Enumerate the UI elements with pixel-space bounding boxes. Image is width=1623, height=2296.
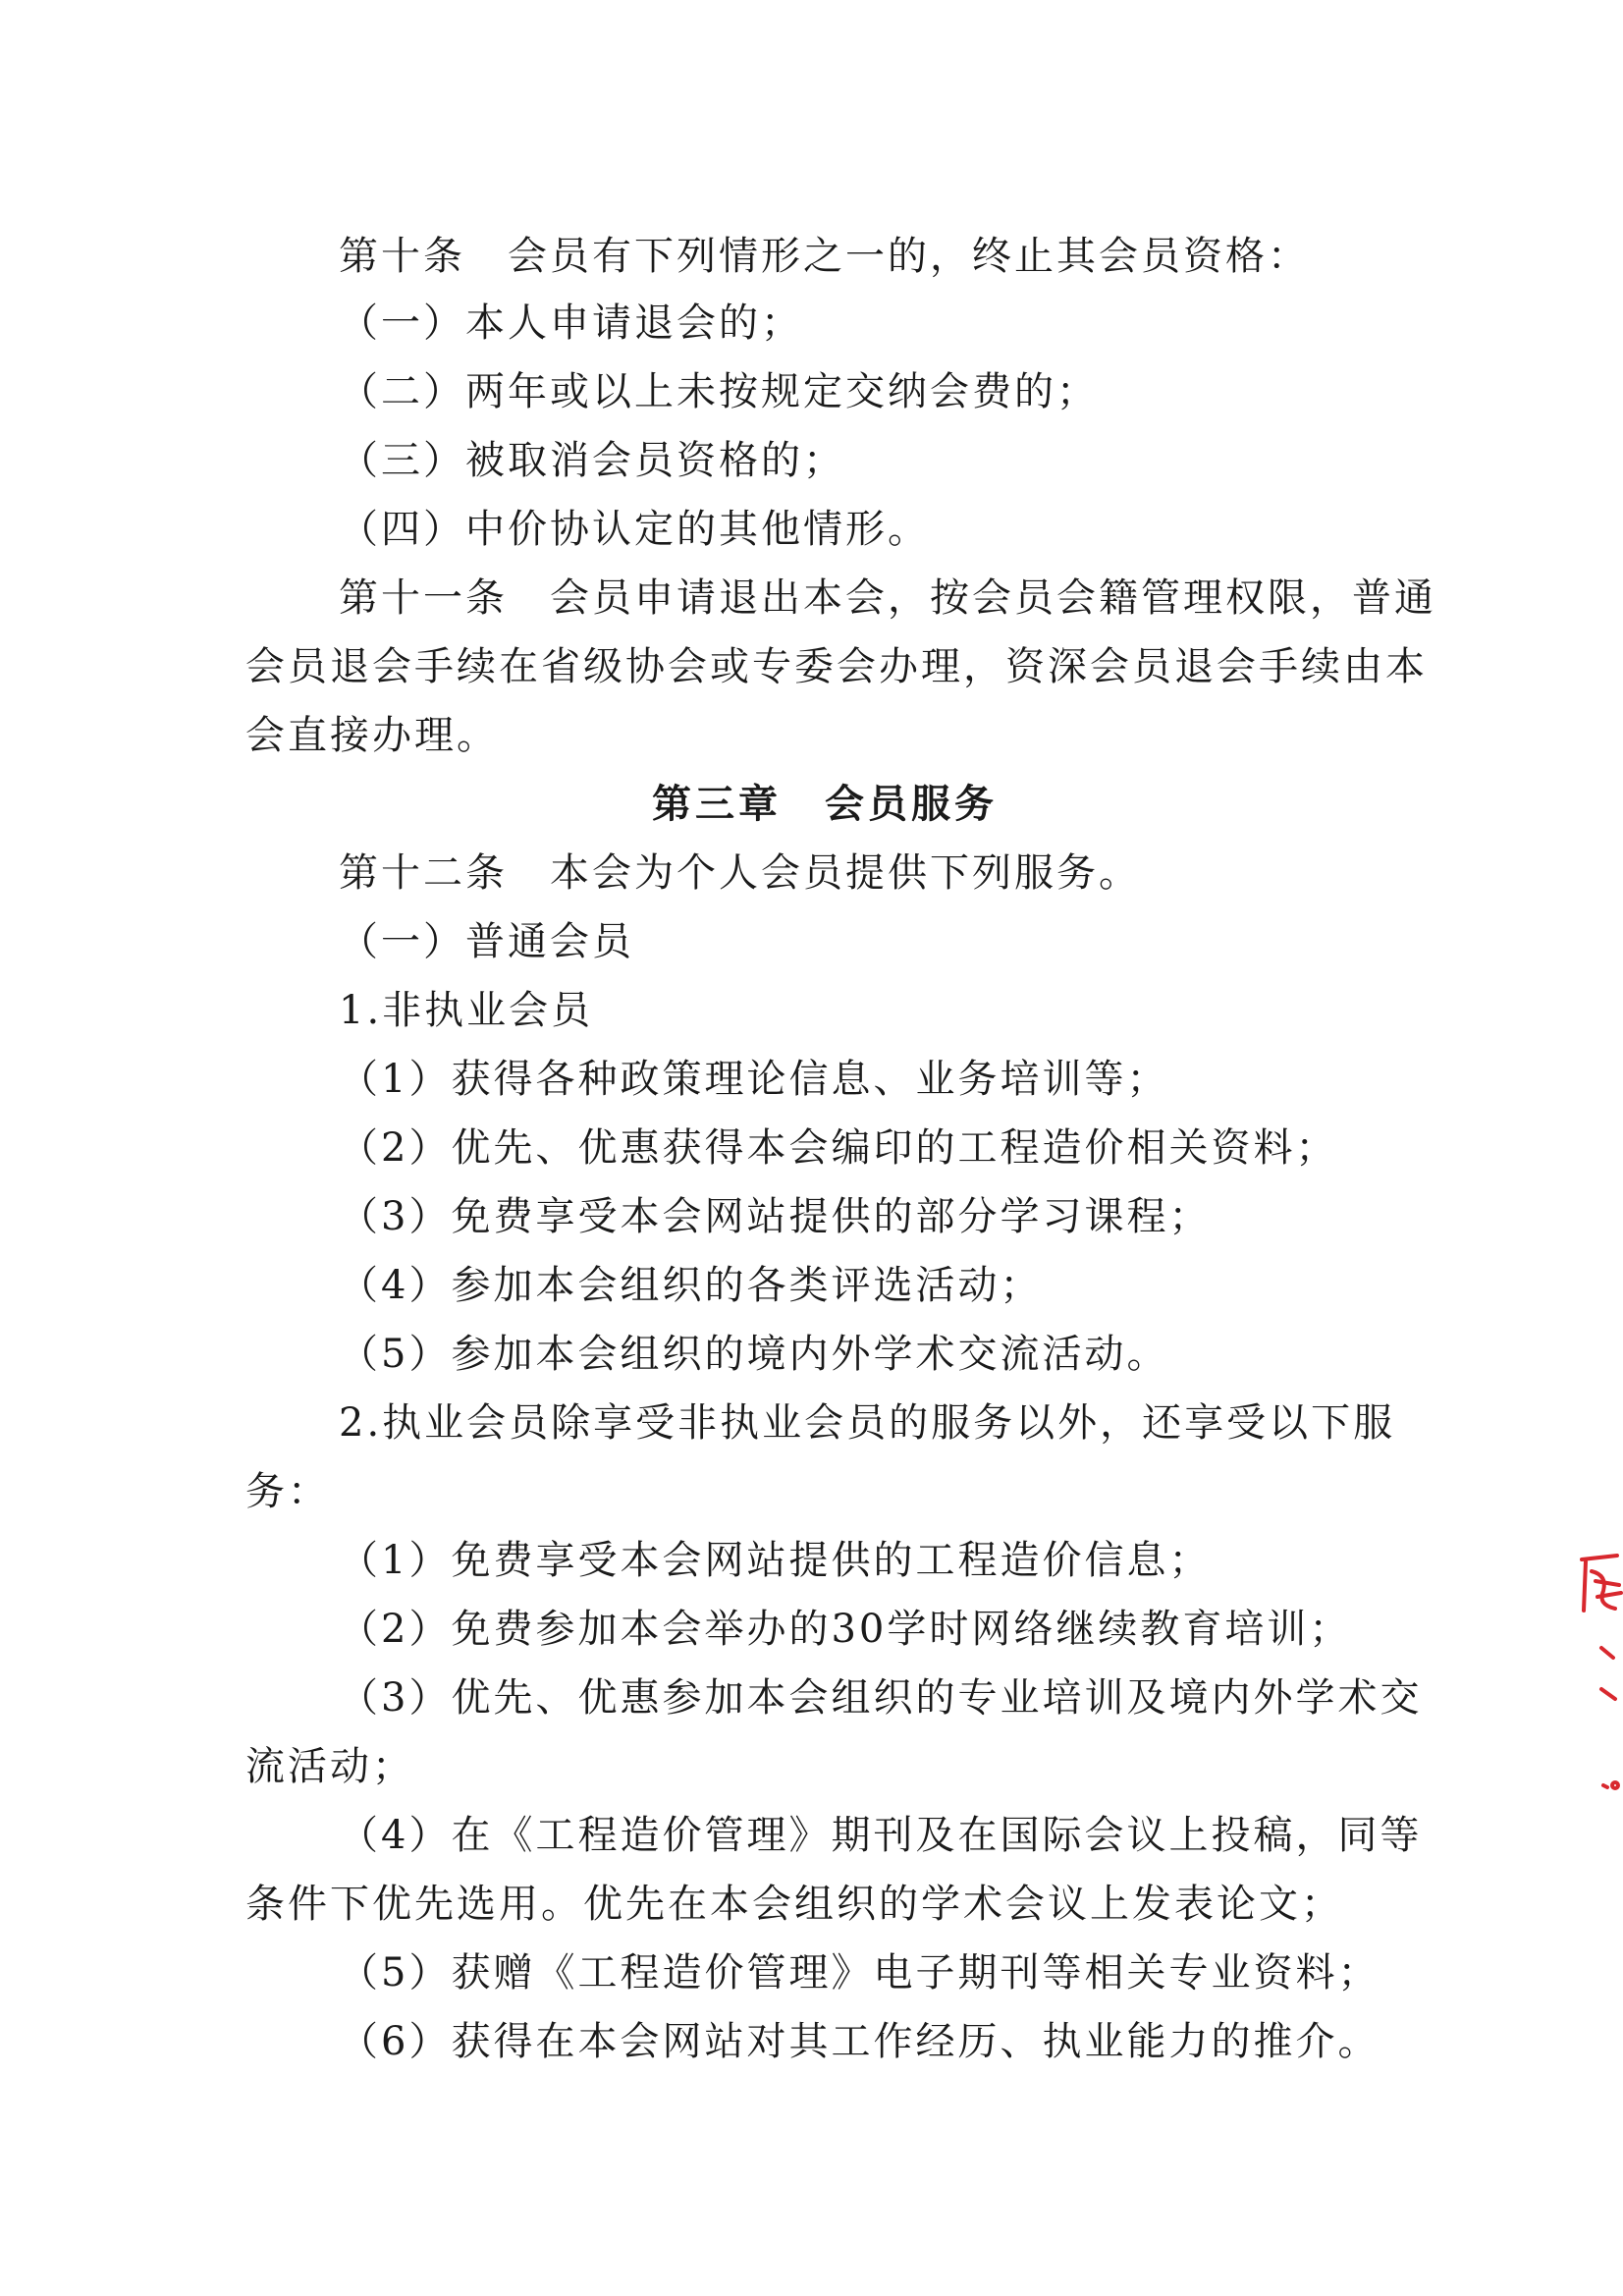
practicing-item-5: （5）获赠《工程造价管理》电子期刊等相关专业资料；: [339, 1950, 1380, 1995]
practicing-item-3-line-1: （3）优先、优惠参加本会组织的专业培训及境内外学术交: [339, 1675, 1423, 1721]
article-10-item-4: （四）中价协认定的其他情形。: [339, 507, 930, 552]
seal-stamp-fragment: [1568, 1542, 1623, 1836]
practicing-item-6: （6）获得在本会网站对其工作经历、执业能力的推介。: [339, 2019, 1380, 2064]
practicing-item-1: （1）免费享受本会网站提供的工程造价信息；: [339, 1538, 1212, 1583]
practicing-item-4-line-2: 条件下优先选用。优先在本会组织的学术会议上发表论文；: [245, 1882, 1343, 1927]
article-11-line-2: 会员退会手续在省级协会或专委会办理，资深会员退会手续由本: [245, 644, 1428, 689]
article-10-item-2: （二）两年或以上未按规定交纳会费的；: [339, 369, 1099, 414]
article-10-item-3: （三）被取消会员资格的；: [339, 438, 845, 483]
article-10-item-1: （一）本人申请退会的；: [339, 301, 803, 346]
practicing-item-2: （2）免费参加本会举办的30学时网络继续教育培训；: [339, 1607, 1352, 1652]
non-practicing-member-heading: 1.非执业会员: [339, 988, 594, 1033]
practicing-item-4-line-1: （4）在《工程造价管理》期刊及在国际会议上投稿，同等: [339, 1813, 1423, 1858]
chapter-heading: 第三章 会员服务: [652, 782, 998, 827]
non-practicing-item-1: （1）获得各种政策理论信息、业务培训等；: [339, 1057, 1169, 1102]
non-practicing-item-5: （5）参加本会组织的境内外学术交流活动。: [339, 1332, 1169, 1377]
practicing-member-intro-line-1: 2.执业会员除享受非执业会员的服务以外，还享受以下服: [339, 1400, 1396, 1446]
article-10-title: 第十条 会员有下列情形之一的，终止其会员资格：: [339, 234, 1310, 279]
ordinary-member-heading: （一）普通会员: [339, 919, 634, 964]
non-practicing-item-3: （3）免费享受本会网站提供的部分学习课程；: [339, 1194, 1212, 1239]
non-practicing-item-4: （4）参加本会组织的各类评选活动；: [339, 1263, 1043, 1308]
article-11-line-1: 第十一条 会员申请退出本会，按会员会籍管理权限，普通: [339, 575, 1436, 621]
practicing-item-3-line-2: 流活动；: [245, 1744, 414, 1789]
article-12-title: 第十二条 本会为个人会员提供下列服务。: [339, 850, 1141, 896]
non-practicing-item-2: （2）优先、优惠获得本会编印的工程造价相关资料；: [339, 1125, 1338, 1171]
article-11-line-3: 会直接办理。: [245, 713, 499, 758]
practicing-member-intro-line-2: 务：: [245, 1469, 330, 1514]
